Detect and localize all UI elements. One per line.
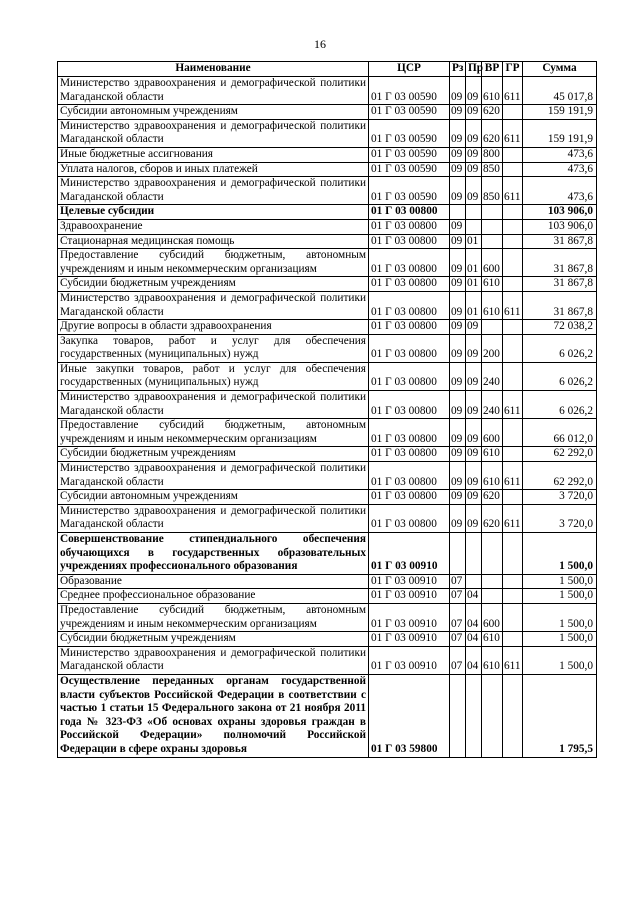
row-sum: 1 500,0 — [523, 603, 597, 631]
row-sum: 1 500,0 — [523, 574, 597, 589]
row-sum: 3 720,0 — [523, 490, 597, 505]
row-vr: 200 — [482, 334, 503, 362]
row-name: Предоставление субсидий бюджетным, автономным учреждениям и иным некоммерческим организациям — [58, 419, 369, 447]
table-row — [58, 177, 597, 205]
row-csr: 01 Г 03 00590 — [369, 105, 450, 120]
row-csr: 01 Г 03 00800 — [369, 291, 450, 319]
row-pr: 04 — [466, 632, 482, 647]
row-pr — [466, 674, 482, 757]
table-row — [58, 277, 597, 292]
table-row — [58, 674, 597, 757]
table-row — [58, 147, 597, 162]
row-sum: 473,6 — [523, 147, 597, 162]
row-sum: 45 017,8 — [523, 77, 597, 105]
row-sum: 31 867,8 — [523, 277, 597, 292]
row-vr: 850 — [482, 162, 503, 177]
row-csr: 01 Г 03 00910 — [369, 646, 450, 674]
row-pr: 04 — [466, 589, 482, 604]
row-name: Предоставление субсидий бюджетным, автономным учреждениям и иным некоммерческим организациям — [58, 603, 369, 631]
row-vr — [482, 574, 503, 589]
row-vr: 600 — [482, 419, 503, 447]
table-row — [58, 249, 597, 277]
row-sum: 31 867,8 — [523, 291, 597, 319]
budget-table — [57, 61, 597, 758]
row-vr: 610 — [482, 291, 503, 319]
row-sum: 6 026,2 — [523, 362, 597, 390]
row-rz: 09 — [450, 162, 466, 177]
row-vr — [482, 320, 503, 335]
row-pr — [466, 533, 482, 575]
header-sum: Сумма — [523, 62, 597, 77]
row-sum: 103 906,0 — [523, 205, 597, 220]
row-rz: 09 — [450, 147, 466, 162]
row-vr — [482, 533, 503, 575]
row-vr: 240 — [482, 362, 503, 390]
row-name: Министерство здравоохранения и демографической политики Магаданской области — [58, 504, 369, 532]
row-rz: 09 — [450, 419, 466, 447]
row-csr: 01 Г 03 00800 — [369, 462, 450, 490]
row-pr: 09 — [466, 362, 482, 390]
row-pr: 04 — [466, 646, 482, 674]
row-gr: 611 — [503, 119, 523, 147]
table-row — [58, 462, 597, 490]
row-rz: 09 — [450, 77, 466, 105]
row-vr: 600 — [482, 603, 503, 631]
row-gr — [503, 249, 523, 277]
row-rz: 09 — [450, 391, 466, 419]
row-pr: 09 — [466, 147, 482, 162]
table-row — [58, 574, 597, 589]
row-gr — [503, 234, 523, 249]
row-vr: 610 — [482, 462, 503, 490]
row-name: Министерство здравоохранения и демографической политики Магаданской области — [58, 177, 369, 205]
row-pr: 04 — [466, 603, 482, 631]
row-gr — [503, 490, 523, 505]
row-csr: 01 Г 03 00590 — [369, 147, 450, 162]
row-vr — [482, 234, 503, 249]
row-rz: 09 — [450, 447, 466, 462]
row-csr: 01 Г 03 00590 — [369, 119, 450, 147]
row-vr — [482, 219, 503, 234]
row-sum: 66 012,0 — [523, 419, 597, 447]
row-rz: 09 — [450, 234, 466, 249]
row-name: Министерство здравоохранения и демографической политики Магаданской области — [58, 119, 369, 147]
row-csr: 01 Г 03 00800 — [369, 205, 450, 220]
row-gr — [503, 105, 523, 120]
row-pr: 09 — [466, 334, 482, 362]
row-sum: 62 292,0 — [523, 447, 597, 462]
table-row — [58, 334, 597, 362]
row-gr — [503, 277, 523, 292]
row-gr — [503, 589, 523, 604]
row-pr: 09 — [466, 447, 482, 462]
row-csr: 01 Г 03 59800 — [369, 674, 450, 757]
row-gr — [503, 162, 523, 177]
table-row — [58, 533, 597, 575]
row-rz: 07 — [450, 646, 466, 674]
table-row — [58, 119, 597, 147]
row-gr: 611 — [503, 391, 523, 419]
row-name: Закупка товаров, работ и услуг для обеспечения государственных (муниципальных) нужд — [58, 334, 369, 362]
row-pr: 01 — [466, 234, 482, 249]
row-pr: 09 — [466, 119, 482, 147]
row-pr — [466, 574, 482, 589]
page-number: 16 — [314, 37, 326, 51]
table-row — [58, 291, 597, 319]
row-gr: 611 — [503, 291, 523, 319]
row-gr: 611 — [503, 646, 523, 674]
row-gr — [503, 447, 523, 462]
header-rz: Рз — [450, 62, 466, 77]
row-name: Предоставление субсидий бюджетным, автономным учреждениям и иным некоммерческим организациям — [58, 249, 369, 277]
row-name: Министерство здравоохранения и демографической политики Магаданской области — [58, 391, 369, 419]
row-vr: 620 — [482, 105, 503, 120]
row-rz: 09 — [450, 105, 466, 120]
row-name: Среднее профессиональное образование — [58, 589, 369, 604]
row-sum: 103 906,0 — [523, 219, 597, 234]
header-gr: ГР — [503, 62, 523, 77]
row-vr: 600 — [482, 249, 503, 277]
table-row — [58, 391, 597, 419]
row-gr — [503, 362, 523, 390]
row-csr: 01 Г 03 00910 — [369, 574, 450, 589]
row-csr: 01 Г 03 00800 — [369, 334, 450, 362]
row-sum: 1 500,0 — [523, 533, 597, 575]
row-name: Иные бюджетные ассигнования — [58, 147, 369, 162]
row-vr: 620 — [482, 504, 503, 532]
row-csr: 01 Г 03 00910 — [369, 603, 450, 631]
row-rz: 09 — [450, 504, 466, 532]
row-rz — [450, 205, 466, 220]
row-gr: 611 — [503, 177, 523, 205]
row-sum: 62 292,0 — [523, 462, 597, 490]
row-name: Министерство здравоохранения и демографической политики Магаданской области — [58, 462, 369, 490]
row-csr: 01 Г 03 00590 — [369, 77, 450, 105]
row-name: Уплата налогов, сборов и иных платежей — [58, 162, 369, 177]
header-name: Наименование — [58, 62, 369, 77]
row-pr: 09 — [466, 462, 482, 490]
row-sum: 6 026,2 — [523, 334, 597, 362]
row-rz: 07 — [450, 589, 466, 604]
table-row — [58, 646, 597, 674]
row-pr: 09 — [466, 162, 482, 177]
row-csr: 01 Г 03 00800 — [369, 391, 450, 419]
table-row — [58, 504, 597, 532]
row-csr: 01 Г 03 00800 — [369, 419, 450, 447]
row-pr: 09 — [466, 391, 482, 419]
row-rz — [450, 674, 466, 757]
row-sum: 3 720,0 — [523, 504, 597, 532]
row-name: Субсидии бюджетным учреждениям — [58, 277, 369, 292]
row-sum: 31 867,8 — [523, 234, 597, 249]
row-sum: 1 500,0 — [523, 589, 597, 604]
row-rz: 09 — [450, 334, 466, 362]
row-vr: 850 — [482, 177, 503, 205]
row-rz: 09 — [450, 462, 466, 490]
header-vr: ВР — [482, 62, 503, 77]
row-csr: 01 Г 03 00590 — [369, 162, 450, 177]
row-name: Образование — [58, 574, 369, 589]
table-row — [58, 320, 597, 335]
row-rz: 07 — [450, 603, 466, 631]
row-gr — [503, 603, 523, 631]
row-pr: 09 — [466, 490, 482, 505]
row-name: Совершенствование стипендиального обеспечения обучающихся в государственных образовательных учреждениях профессионального образования — [58, 533, 369, 575]
row-sum: 1 500,0 — [523, 632, 597, 647]
row-name: Субсидии автономным учреждениям — [58, 490, 369, 505]
row-sum: 473,6 — [523, 177, 597, 205]
row-gr: 611 — [503, 462, 523, 490]
row-sum: 473,6 — [523, 162, 597, 177]
row-name: Субсидии бюджетным учреждениям — [58, 632, 369, 647]
row-sum: 72 038,2 — [523, 320, 597, 335]
table-row — [58, 219, 597, 234]
table-row — [58, 589, 597, 604]
row-csr: 01 Г 03 00800 — [369, 249, 450, 277]
table-row — [58, 419, 597, 447]
row-vr — [482, 674, 503, 757]
row-rz: 09 — [450, 362, 466, 390]
row-vr — [482, 205, 503, 220]
row-gr — [503, 632, 523, 647]
row-gr — [503, 320, 523, 335]
header-pr: Пр — [466, 62, 482, 77]
table-row — [58, 603, 597, 631]
row-csr: 01 Г 03 00800 — [369, 362, 450, 390]
table-row — [58, 105, 597, 120]
row-vr: 620 — [482, 119, 503, 147]
row-pr — [466, 219, 482, 234]
table-row — [58, 632, 597, 647]
row-sum: 1 795,5 — [523, 674, 597, 757]
row-sum: 159 191,9 — [523, 119, 597, 147]
row-gr — [503, 219, 523, 234]
row-csr: 01 Г 03 00800 — [369, 219, 450, 234]
row-pr — [466, 205, 482, 220]
row-vr: 610 — [482, 646, 503, 674]
row-rz: 09 — [450, 219, 466, 234]
table-header-row — [58, 62, 597, 77]
row-gr — [503, 574, 523, 589]
row-gr: 611 — [503, 77, 523, 105]
row-name: Другие вопросы в области здравоохранения — [58, 320, 369, 335]
row-csr: 01 Г 03 00800 — [369, 234, 450, 249]
row-vr: 610 — [482, 447, 503, 462]
row-rz — [450, 533, 466, 575]
table-row — [58, 234, 597, 249]
row-csr: 01 Г 03 00800 — [369, 447, 450, 462]
table-row — [58, 162, 597, 177]
row-name: Иные закупки товаров, работ и услуг для обеспечения государственных (муниципальных) нужд — [58, 362, 369, 390]
row-vr — [482, 589, 503, 604]
row-rz: 09 — [450, 249, 466, 277]
row-vr: 610 — [482, 277, 503, 292]
row-name: Здравоохранение — [58, 219, 369, 234]
row-name: Министерство здравоохранения и демографической политики Магаданской области — [58, 291, 369, 319]
row-name: Субсидии бюджетным учреждениям — [58, 447, 369, 462]
row-csr: 01 Г 03 00800 — [369, 490, 450, 505]
row-vr: 620 — [482, 490, 503, 505]
table-row — [58, 362, 597, 390]
row-gr — [503, 205, 523, 220]
row-gr — [503, 419, 523, 447]
row-rz: 09 — [450, 490, 466, 505]
row-pr: 09 — [466, 320, 482, 335]
row-name: Министерство здравоохранения и демографической политики Магаданской области — [58, 77, 369, 105]
row-vr: 800 — [482, 147, 503, 162]
row-name: Осуществление переданных органам государственной власти субъектов Российской Федерации в соответствии с частью 1 статьи 15 Федерального закона от 21 ноября 2011 года № 323-ФЗ «Об основах охраны здоровья граждан в Российской Федерации» полномочий Российской Федерации в сфере охраны здоровья — [58, 674, 369, 757]
row-rz: 07 — [450, 632, 466, 647]
row-csr: 01 Г 03 00800 — [369, 277, 450, 292]
row-rz: 09 — [450, 320, 466, 335]
row-pr: 01 — [466, 291, 482, 319]
row-sum: 1 500,0 — [523, 646, 597, 674]
row-name: Министерство здравоохранения и демографической политики Магаданской области — [58, 646, 369, 674]
row-name: Целевые субсидии — [58, 205, 369, 220]
row-rz: 09 — [450, 119, 466, 147]
row-csr: 01 Г 03 00590 — [369, 177, 450, 205]
row-name: Субсидии автономным учреждениям — [58, 105, 369, 120]
row-gr: 611 — [503, 504, 523, 532]
row-pr: 09 — [466, 105, 482, 120]
row-pr: 01 — [466, 249, 482, 277]
row-rz: 09 — [450, 277, 466, 292]
row-pr: 09 — [466, 77, 482, 105]
row-sum: 31 867,8 — [523, 249, 597, 277]
row-gr — [503, 674, 523, 757]
table-row — [58, 490, 597, 505]
row-gr — [503, 533, 523, 575]
row-gr — [503, 147, 523, 162]
row-rz: 09 — [450, 177, 466, 205]
table-row — [58, 205, 597, 220]
row-csr: 01 Г 03 00800 — [369, 320, 450, 335]
row-csr: 01 Г 03 00800 — [369, 504, 450, 532]
row-sum: 6 026,2 — [523, 391, 597, 419]
row-vr: 240 — [482, 391, 503, 419]
row-rz: 09 — [450, 291, 466, 319]
row-sum: 159 191,9 — [523, 105, 597, 120]
row-pr: 09 — [466, 504, 482, 532]
table-row — [58, 77, 597, 105]
row-pr: 01 — [466, 277, 482, 292]
row-pr: 09 — [466, 419, 482, 447]
row-pr: 09 — [466, 177, 482, 205]
row-vr: 610 — [482, 632, 503, 647]
row-csr: 01 Г 03 00910 — [369, 632, 450, 647]
row-name: Стационарная медицинская помощь — [58, 234, 369, 249]
table-row — [58, 447, 597, 462]
row-csr: 01 Г 03 00910 — [369, 533, 450, 575]
row-csr: 01 Г 03 00910 — [369, 589, 450, 604]
header-csr: ЦСР — [369, 62, 450, 77]
row-gr — [503, 334, 523, 362]
row-rz: 07 — [450, 574, 466, 589]
row-vr: 610 — [482, 77, 503, 105]
